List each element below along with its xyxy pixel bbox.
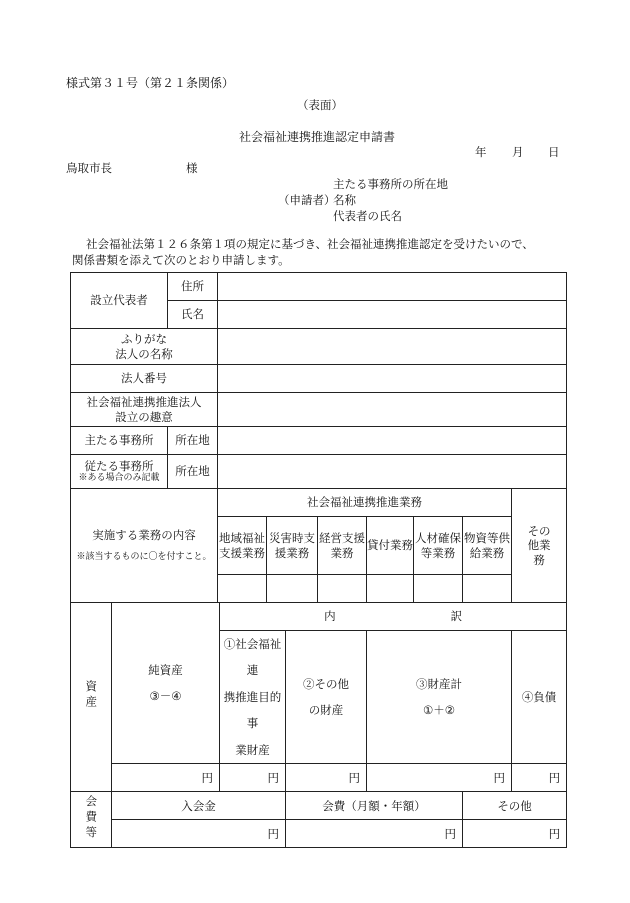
sub-office-location-field[interactable]	[218, 455, 567, 489]
business-note: ※該当するものに〇を付すこと。	[76, 552, 212, 563]
sub-office-text: 従たる事務所	[84, 458, 154, 473]
other-fee-label: その他	[463, 792, 567, 820]
breakdown-char-1: 内	[324, 609, 336, 624]
founder-address-label: 住所	[168, 273, 218, 301]
asset-col-3: ③財産計 ①＋②	[367, 631, 512, 764]
asset-col-1: ①社会福祉連 携推進目的事 業財産	[220, 631, 286, 764]
business-item-2: 災害時支 援業務	[267, 517, 318, 575]
business-label	[71, 489, 218, 603]
asset-amount-1[interactable]: 円	[220, 764, 286, 792]
other-fee-amount[interactable]: 円	[463, 820, 567, 848]
founder-address-field[interactable]	[218, 273, 567, 301]
form-number: 様式第３１号（第２１条関係）	[66, 76, 235, 90]
corp-number-label: 法人番号	[71, 365, 218, 393]
main-office-location-label: 所在地	[168, 427, 218, 455]
purpose-label	[71, 393, 218, 427]
fees-label: 会費等	[71, 792, 112, 848]
sub-office-note: ※ある場合のみ記載	[78, 473, 160, 484]
entrance-fee-amount[interactable]: 円	[112, 820, 286, 848]
body-text-line1: 社会福祉法第１２６条第１項の規定に基づき、社会福祉連携推進認定を受けたいので、	[86, 237, 534, 251]
business-check-2[interactable]	[267, 575, 318, 603]
net-assets-text: 純資産	[148, 662, 183, 677]
business-check-4[interactable]	[367, 575, 414, 603]
welfare-business-group: 社会福祉連携推進業務	[218, 489, 512, 517]
applicant-name: 名称	[333, 193, 356, 207]
purpose-label-line2: 設立の趣意	[115, 409, 173, 424]
assets-label: 資産	[71, 603, 112, 792]
founder-name-label: 氏名	[168, 301, 218, 329]
breakdown-char-2: 訳	[450, 609, 463, 624]
addressee-honorific: 様	[186, 161, 198, 175]
applicant-representative: 代表者の氏名	[333, 209, 402, 223]
application-form-table	[70, 272, 567, 848]
purpose-label-line1: 社会福祉連携推進法人	[86, 395, 202, 410]
founder-rep-label: 設立代表者	[71, 273, 168, 329]
main-office-label: 主たる事務所	[71, 427, 168, 455]
business-check-1[interactable]	[218, 575, 267, 603]
purpose-field[interactable]	[218, 393, 567, 427]
asset-amount-3[interactable]: 円	[367, 764, 512, 792]
applicant-label: （申請者）	[278, 193, 336, 207]
furigana-label: ふりがな	[121, 332, 167, 347]
membership-fee-amount[interactable]: 円	[286, 820, 463, 848]
business-item-5: 人材確保 等業務	[414, 517, 463, 575]
corp-name-label	[71, 329, 218, 365]
net-assets-formula: ③－④	[149, 689, 182, 704]
business-item-3: 経営支援 業務	[318, 517, 367, 575]
membership-fee-label: 会費（月額・年額）	[286, 792, 463, 820]
founder-name-field[interactable]	[218, 301, 567, 329]
entrance-fee-label: 入会金	[112, 792, 286, 820]
other-business-label: その他業務	[512, 489, 567, 603]
business-item-1: 地域福祉 支援業務	[218, 517, 267, 575]
sub-office-label	[71, 455, 168, 489]
main-office-location-field[interactable]	[218, 427, 567, 455]
asset-amount-4[interactable]: 円	[512, 764, 567, 792]
sub-office-location-label: 所在地	[168, 455, 218, 489]
document-title: 社会福祉連携推進認定申請書	[239, 130, 396, 144]
corp-name-text: 法人の名称	[115, 346, 173, 361]
asset-amount-2[interactable]: 円	[286, 764, 367, 792]
asset-col-2: ②その他 の財産	[286, 631, 367, 764]
date-year: 年	[475, 145, 487, 159]
corp-number-field[interactable]	[218, 365, 567, 393]
net-assets-amount[interactable]: 円	[112, 764, 220, 792]
date-month: 月	[512, 145, 524, 159]
breakdown-header	[220, 603, 567, 631]
side-label: （表面）	[297, 98, 343, 112]
applicant-office-address: 主たる事務所の所在地	[333, 177, 448, 191]
business-item-6: 物資等供 給業務	[463, 517, 512, 575]
business-item-4: 貸付業務	[367, 517, 414, 575]
business-check-6[interactable]	[463, 575, 512, 603]
business-check-5[interactable]	[414, 575, 463, 603]
net-assets-label	[112, 603, 220, 764]
addressee-name: 鳥取市長	[66, 161, 112, 175]
asset-col-4: ④負債	[512, 631, 567, 764]
corp-name-field[interactable]	[218, 329, 567, 365]
business-label-text: 実施する業務の内容	[92, 527, 196, 542]
body-text-line2: 関係書類を添えて次のとおり申請します。	[72, 253, 290, 267]
date-day: 日	[548, 145, 560, 159]
business-check-3[interactable]	[318, 575, 367, 603]
